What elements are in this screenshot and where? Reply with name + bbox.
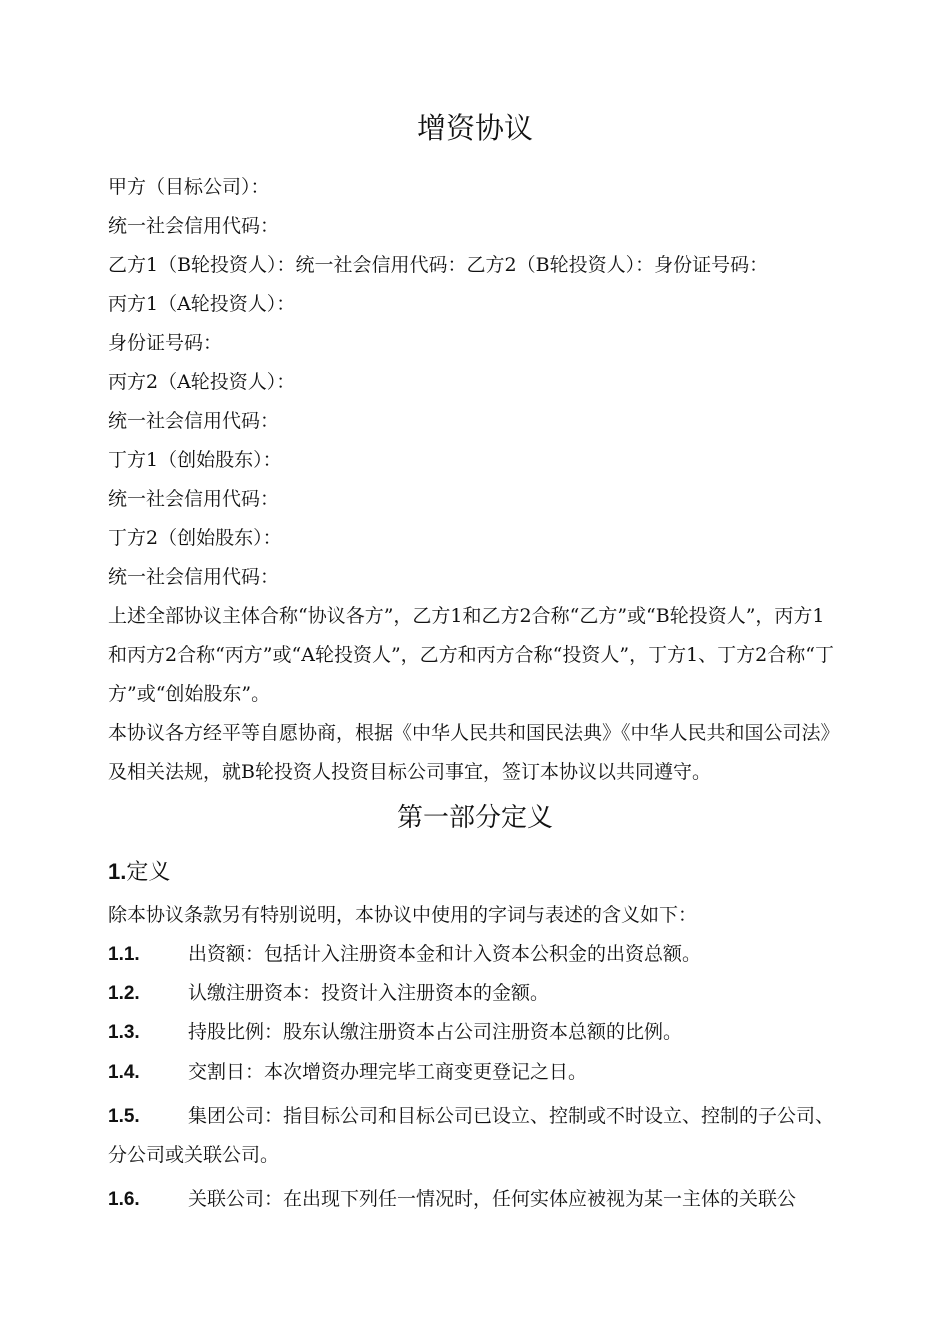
definition-item	[108, 1097, 843, 1175]
party-line: 丙方2（A轮投资人）：	[108, 371, 296, 393]
party-line: 身份证号码：	[108, 332, 223, 354]
section-heading-text: 定义	[126, 860, 171, 885]
definition-item	[108, 974, 843, 1013]
definition-item	[108, 1013, 843, 1052]
definition-number: 1.4.	[108, 1062, 140, 1083]
party-line: 统一社会信用代码：	[108, 410, 280, 432]
definition-text: 集团公司：指目标公司和目标公司已设立、控制或不时设立、控制的子公司、分公司或关联公司。	[108, 1105, 835, 1166]
section-heading	[108, 852, 170, 893]
definition-text: 持股比例：股东认缴注册资本占公司注册资本总额的比例。	[188, 1021, 683, 1043]
party-line: 乙方1（B轮投资人）：统一社会信用代码：乙方2（B轮投资人）：身份证号码：	[108, 254, 769, 276]
party-line: 丙方1（A轮投资人）：	[108, 293, 296, 315]
party-line: 丁方1（创始股东）：	[108, 449, 282, 471]
definition-number: 1.5.	[108, 1106, 140, 1127]
part-title: 第一部分定义	[396, 803, 553, 833]
document-title: 增资协议	[416, 111, 533, 145]
definition-number: 1.1.	[108, 944, 140, 965]
definition-item	[108, 1180, 843, 1219]
party-line: 统一社会信用代码：	[108, 488, 280, 510]
intro-paragraph: 上述全部协议主体合称“协议各方”，乙方1和乙方2合称“乙方”或“B轮投资人”，丙方1和丙方2合称“丙方”或“A轮投资人”，乙方和丙方合称“投资人”，丁方1、丁方2合称“丁方”或“创始股东”。	[108, 605, 834, 705]
party-line: 统一社会信用代码：	[108, 566, 280, 588]
section-intro: 除本协议条款另有特别说明，本协议中使用的字词与表述的含义如下：	[108, 904, 698, 926]
definition-text: 交割日：本次增资办理完毕工商变更登记之日。	[188, 1061, 588, 1083]
section-number: 1.	[108, 859, 127, 884]
definition-number: 1.2.	[108, 983, 140, 1004]
party-line: 丁方2（创始股东）：	[108, 527, 282, 549]
definition-text: 认缴注册资本：投资计入注册资本的金额。	[188, 982, 550, 1004]
party-line: 甲方（目标公司）：	[108, 176, 270, 198]
definition-number: 1.6.	[108, 1189, 140, 1210]
party-line: 统一社会信用代码：	[108, 215, 280, 237]
intro-paragraph: 本协议各方经平等自愿协商，根据《中华人民共和国民法典》《中华人民共和国公司法》及相关法规，就B轮投资人投资目标公司事宜，签订本协议以共同遵守。	[108, 722, 840, 783]
definition-text: 出资额：包括计入注册资本金和计入资本公积金的出资总额。	[188, 943, 702, 965]
definition-item	[108, 935, 843, 974]
definition-text: 关联公司：在出现下列任一情况时，任何实体应被视为某一主体的关联公	[188, 1188, 797, 1210]
definition-number: 1.3.	[108, 1022, 140, 1043]
definition-item	[108, 1053, 843, 1092]
